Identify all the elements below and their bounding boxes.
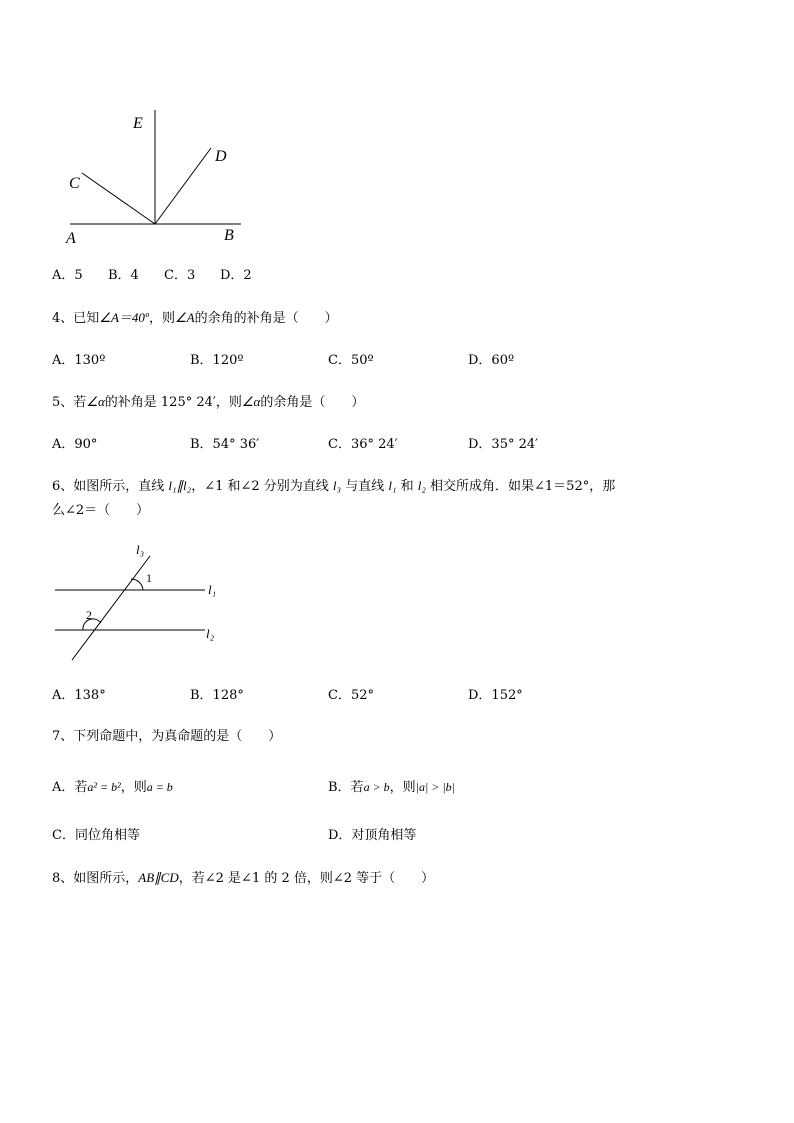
q5-number: 5、 (52, 395, 74, 410)
q4-option-a[interactable]: A．130º (52, 353, 106, 368)
q7-number: 7、 (52, 729, 74, 744)
q6-text-e: 相交所成角．如果∠1＝52°，那 (425, 479, 616, 494)
q8-ab-parallel-cd: AB∥CD (138, 870, 179, 885)
q4-stem (52, 310, 338, 327)
figure-angles-abcde (55, 105, 255, 250)
q4-text-a: 已知 (73, 311, 100, 326)
q7-option-b-math-1: a > b (363, 780, 390, 794)
q5-option-a[interactable]: A．90° (52, 437, 98, 452)
q7-stem (52, 729, 281, 745)
q6-l3: l₃ (332, 478, 342, 493)
q7-option-a-prefix: A．若 (52, 780, 88, 795)
q8-stem (52, 870, 434, 887)
q6-option-b[interactable]: B．128° (190, 688, 244, 703)
q5-option-c[interactable]: C．36° 24′ (328, 437, 398, 452)
q6-l2: l₂ (417, 478, 426, 493)
q6-text-d: 和 (396, 479, 418, 494)
q7-option-b-math-2: |a| > |b| (415, 780, 455, 794)
q8-text-a: 如图所示， (73, 871, 139, 886)
label-c: C (69, 175, 80, 192)
q7-option-a-mid: ，则 (120, 780, 147, 795)
q7-option-c[interactable]: C．同位角相等 (52, 828, 140, 843)
q6-stem-line2: 么∠2＝（ ） (52, 503, 150, 518)
q5-alpha-1: ∠α (86, 394, 105, 409)
q5-alpha-2: ∠α (241, 394, 261, 409)
label-l2: l₂ (206, 626, 215, 641)
q5-stem (52, 394, 364, 411)
q7-text: 下列命题中，为真命题的是（ ） (73, 729, 282, 744)
label-l1: l₁ (208, 582, 217, 597)
q7-option-b[interactable] (328, 779, 455, 796)
label-a: A (66, 230, 76, 247)
q6-text-c: 与直线 (341, 479, 389, 494)
figure-parallel-lines (50, 542, 230, 667)
q4-option-b[interactable]: B．120º (190, 353, 244, 368)
label-b: B (224, 227, 234, 244)
q6-option-c[interactable]: C．52° (328, 688, 374, 703)
q4-number: 4、 (52, 311, 74, 326)
line-l3 (72, 556, 150, 660)
q6-option-a[interactable]: A．138° (52, 688, 106, 703)
q4-text-b: ，则 (148, 311, 175, 326)
q8-number: 8、 (52, 871, 74, 886)
q4-angle-expr: ∠A＝40º (99, 310, 149, 325)
q5-option-d[interactable]: D．35° 24′ (468, 437, 539, 452)
q8-text-b: ，若∠2 是∠1 的 2 倍，则∠2 等于（ ） (178, 871, 435, 886)
q7-option-d[interactable]: D．对顶角相等 (328, 828, 417, 843)
q4-text-c: 的余角的补角是（ ） (194, 311, 338, 326)
ray-d (155, 148, 211, 224)
ray-c (82, 173, 155, 224)
q4-option-c[interactable]: C．50º (328, 353, 374, 368)
angle-1-arc (131, 579, 143, 590)
q3-option-b[interactable]: B．4 (108, 268, 139, 283)
q7-option-a-math-1: a² = b² (87, 780, 121, 794)
q6-l1: l₁ (388, 478, 397, 493)
label-d: D (215, 148, 227, 165)
q6-option-d[interactable]: D．152° (468, 688, 523, 703)
q5-option-b[interactable]: B．54° 36′ (190, 437, 260, 452)
q6-l1-parallel-l2: l₁∥l₂ (168, 478, 192, 493)
q5-text-b: 的补角是 125° 24′，则 (104, 395, 242, 410)
q3-option-d[interactable]: D．2 (220, 268, 252, 283)
q7-option-a[interactable] (52, 779, 173, 796)
label-angle-2: 2 (86, 608, 92, 622)
label-angle-1: 1 (146, 571, 152, 585)
q4-option-d[interactable]: D．60º (468, 353, 515, 368)
q3-option-c[interactable]: C．3 (164, 268, 196, 283)
q6-number: 6、 (52, 479, 74, 494)
label-l3: l₃ (136, 542, 145, 557)
q7-option-b-prefix: B．若 (328, 780, 364, 795)
q4-angle-ref: ∠A (174, 310, 195, 325)
q5-text-a: 若 (73, 395, 87, 410)
q5-text-c: 的余角是（ ） (260, 395, 365, 410)
q7-option-b-mid: ，则 (389, 780, 416, 795)
q3-option-a[interactable]: A．5 (52, 268, 83, 283)
q6-text-b: ，∠1 和∠2 分别为直线 (191, 479, 333, 494)
q7-option-a-math-2: a = b (146, 780, 173, 794)
label-e: E (133, 115, 143, 132)
q6-text-a: 如图所示，直线 (73, 479, 169, 494)
q6-stem-line1 (52, 478, 615, 495)
